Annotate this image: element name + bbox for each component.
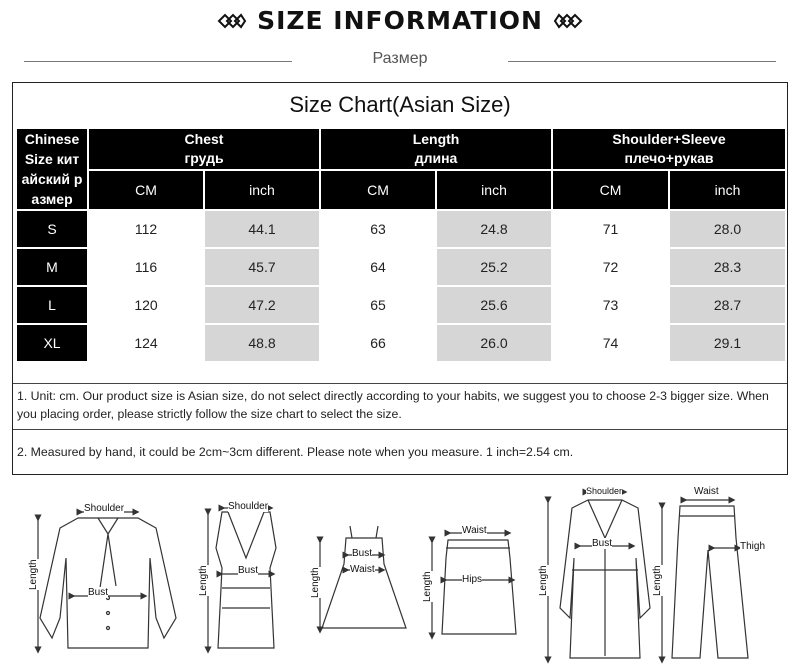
length-label: Length <box>198 565 209 596</box>
table-row <box>16 248 786 286</box>
chart-title: Size Chart(Asian Size) <box>289 92 511 117</box>
ornament-left-icon <box>217 11 247 31</box>
table-cell: 29.1 <box>669 324 786 362</box>
dress-figure <box>320 526 406 630</box>
table-cell: 28.7 <box>669 286 786 324</box>
unit-cell: CM <box>88 170 204 210</box>
unit-cell: inch <box>436 170 552 210</box>
waist-label: Waist <box>694 486 719 497</box>
subtitle: Размер <box>372 50 428 67</box>
unit-cell: inch <box>669 170 786 210</box>
group-label-ru: плечо+рукав <box>624 150 714 166</box>
bust-label: Bust <box>352 548 373 559</box>
length-label: Length <box>310 567 321 598</box>
table-cell: 24.8 <box>436 210 552 248</box>
table-cell: 112 <box>88 210 204 248</box>
size-label: XL <box>16 324 88 362</box>
table-cell: 28.3 <box>669 248 786 286</box>
length-label: Length <box>422 571 433 602</box>
unit-cell: inch <box>204 170 320 210</box>
table-cell: 45.7 <box>204 248 320 286</box>
table-cell: 116 <box>88 248 204 286</box>
group-label-ru: грудь <box>184 150 224 166</box>
unit-cell: CM <box>320 170 436 210</box>
shoulder-label: Shoulder <box>84 503 125 514</box>
tank-figure <box>208 508 276 650</box>
unit-cell: CM <box>552 170 669 210</box>
table-cell: 25.6 <box>436 286 552 324</box>
size-chart <box>12 82 788 475</box>
chest-header <box>88 128 320 170</box>
group-label: Chest <box>184 131 224 147</box>
bust-label: Bust <box>88 587 109 598</box>
group-label: Shoulder+Sleeve <box>612 131 726 147</box>
table-cell: 74 <box>552 324 669 362</box>
table-cell: 48.8 <box>204 324 320 362</box>
table-cell: 25.2 <box>436 248 552 286</box>
measurement-figures <box>0 478 800 668</box>
table-cell: 28.0 <box>669 210 786 248</box>
pants-figure <box>662 500 748 660</box>
table-cell: 47.2 <box>204 286 320 324</box>
bust-label: Bust <box>238 565 259 576</box>
waist-label: Waist <box>462 525 487 536</box>
shoulder-label: Shoulder <box>228 501 269 512</box>
size-table <box>15 127 787 363</box>
shoulder-label: Shoulder <box>586 486 623 496</box>
table-row <box>16 286 786 324</box>
table-cell: 120 <box>88 286 204 324</box>
table-cell: 66 <box>320 324 436 362</box>
size-header-line: Chinese <box>24 131 80 147</box>
group-label-ru: длина <box>414 150 458 166</box>
note-unit: 1. Unit: cm. Our product size is Asian size, do not select directly according to your habits, we suggest you to choose 2-3 bigger size. When you placing order, please strictly follow the size chart to select the size. <box>13 383 787 429</box>
divider-right <box>508 61 776 62</box>
note-measure: 2. Measured by hand, it could be 2cm~3cm different. Please note when you measure. 1 inch=2.54 cm. <box>13 429 787 475</box>
table-cell: 65 <box>320 286 436 324</box>
length-label: Length <box>538 565 549 596</box>
table-cell: 64 <box>320 248 436 286</box>
table-cell: 26.0 <box>436 324 552 362</box>
bust-label: Bust <box>592 538 613 549</box>
group-label: Length <box>412 131 460 147</box>
blouse-figure <box>38 512 176 650</box>
length-label: Length <box>28 559 39 590</box>
length-header <box>320 128 552 170</box>
table-cell: 44.1 <box>204 210 320 248</box>
header <box>0 6 800 42</box>
coat-figure <box>548 492 650 660</box>
waist-label: Waist <box>350 564 375 575</box>
hips-label: Hips <box>462 574 483 585</box>
size-header-line: айский р <box>21 171 83 187</box>
table-cell: 124 <box>88 324 204 362</box>
size-label: L <box>16 286 88 324</box>
length-label: Length <box>652 565 663 596</box>
size-label: S <box>16 210 88 248</box>
shoulder-sleeve-header <box>552 128 786 170</box>
table-cell: 72 <box>552 248 669 286</box>
thigh-label: Thigh <box>740 541 766 552</box>
page-title: SIZE INFORMATION <box>257 6 543 35</box>
table-row <box>16 210 786 248</box>
size-label: M <box>16 248 88 286</box>
table-cell: 71 <box>552 210 669 248</box>
table-cell: 73 <box>552 286 669 324</box>
subtitle-row <box>0 50 800 72</box>
size-header-line: азмер <box>31 191 73 207</box>
size-header-line: Size кит <box>24 151 80 167</box>
table-cell: 63 <box>320 210 436 248</box>
size-column-header <box>16 128 88 210</box>
ornament-right-icon <box>553 11 583 31</box>
table-row <box>16 324 786 362</box>
